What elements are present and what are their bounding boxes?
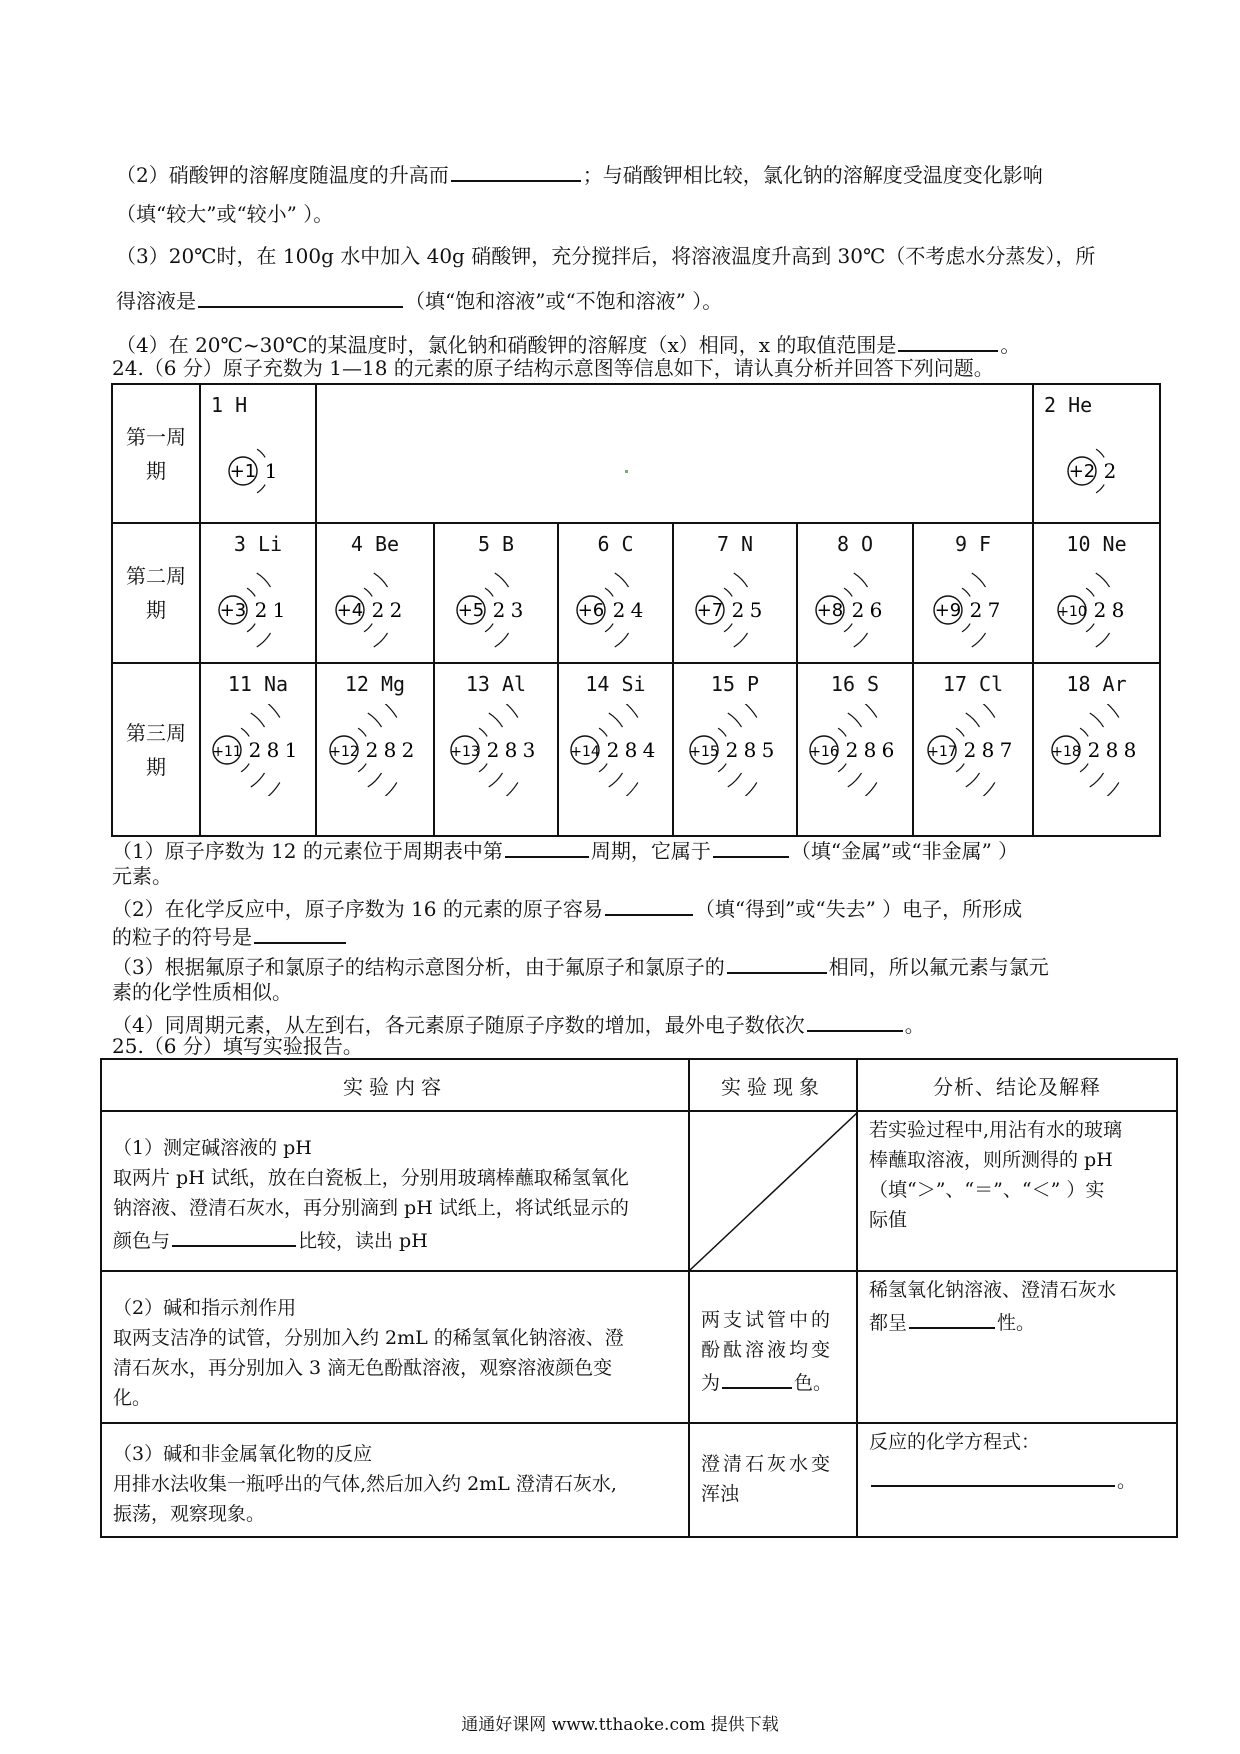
row3-title: （3）碱和非金属氧化物的反应 (113, 1443, 373, 1465)
electron-count: 8 (624, 738, 637, 762)
atom-structure-diagram (800, 704, 910, 796)
experiment-row-1 (101, 1111, 1177, 1271)
q24-sub3-text-a: （3）根据氟原子和氯原子的结构示意图分析，由于氟原子和氯原子的 (112, 955, 725, 979)
q24-sub1-line2: 元素。 (112, 864, 172, 888)
row1-analysis-c: （填“＞”、“＝”、“＜” ）实 (869, 1179, 1105, 1201)
electron-count: 8 (863, 738, 877, 762)
element-diagram (559, 664, 672, 796)
q23-part3-text-c: （填“饱和溶液”或“不饱和溶液” ）。 (405, 289, 723, 313)
row1-blank-compare[interactable] (172, 1223, 296, 1247)
q23-part2-text-a: （2）硝酸钾的溶解度随温度的升高而 (116, 163, 449, 187)
q24-sub1-blank-type[interactable] (713, 834, 789, 858)
header-content: 实验内容 (101, 1059, 689, 1111)
electron-count: 6 (869, 598, 883, 622)
electron-count: 8 (1111, 598, 1124, 622)
q24-sub3-blank[interactable] (727, 950, 827, 974)
element-diagram (201, 385, 315, 517)
element-symbol-label: 12 Mg (344, 672, 406, 696)
electron-count: 2 (612, 598, 625, 622)
electron-count: 2 (248, 738, 262, 762)
element-cell-13 (434, 663, 558, 836)
q23-part3-text-b: 得溶液是 (116, 289, 196, 313)
element-symbol-label: 9 F (954, 532, 992, 556)
experiment-row-3 (101, 1423, 1177, 1537)
element-symbol-label: 6 C (597, 532, 634, 556)
element-cell-12 (316, 663, 434, 836)
electron-count: 1 (272, 598, 286, 622)
row3-phen-a: 澄清石灰水变 (701, 1453, 834, 1475)
header-phenomenon: 实验现象 (689, 1059, 857, 1111)
electron-count: 8 (383, 738, 397, 762)
atom-structure-diagram (320, 564, 430, 656)
row2-text-c: 化。 (113, 1387, 152, 1409)
row1-analysis-d: 际值 (869, 1209, 908, 1231)
electron-count: 2 (389, 598, 403, 622)
nucleus-charge: +6 (577, 600, 604, 621)
q24-sub1-line1 (112, 834, 1018, 865)
row2-phenomenon (689, 1271, 857, 1423)
electron-count: 2 (1103, 459, 1116, 483)
row2-phen-c: 为 色。 (701, 1365, 845, 1398)
element-cell-14 (558, 663, 673, 836)
nucleus-charge: +3 (219, 600, 247, 621)
row2-analysis-a: 稀氢氧化钠溶液、澄清石灰水 (869, 1279, 1117, 1301)
row3-analysis-a: 反应的化学方程式： (869, 1431, 1041, 1453)
nucleus-charge: +8 (816, 600, 844, 621)
period-1-row (112, 384, 1160, 523)
electron-count: 2 (851, 598, 865, 622)
nucleus-charge: +14 (569, 744, 600, 760)
element-diagram (914, 664, 1032, 796)
atom-structure-diagram (680, 564, 790, 656)
electron-count: 8 (1123, 738, 1136, 762)
q23-part4-text-a: （4）在 20℃~30℃的某温度时，氯化钠和硝酸钾的溶解度（x）相同，x 的取值范围是 (116, 333, 897, 357)
q23-part2-blank[interactable] (451, 158, 581, 182)
row2-blank-color[interactable] (722, 1365, 792, 1389)
nucleus-charge: +7 (696, 600, 724, 621)
q23-part3-text-a: （3）20℃时，在 100g 水中加入 40g 硝酸钾，充分搅拌后，将溶液温度升高到 30℃（不考虑水分蒸发），所 (116, 244, 1096, 268)
electron-count: 3 (510, 598, 524, 622)
electron-count: 2 (845, 738, 859, 762)
atom-structure-diagram (1042, 425, 1152, 517)
atom-structure-diagram (800, 564, 910, 656)
row1-text-c: 颜色与 比较，读出 pH (113, 1223, 677, 1256)
row3-blank-equation[interactable] (871, 1463, 1115, 1487)
stray-mark (625, 470, 628, 473)
element-symbol-label: 13 Al (465, 672, 527, 696)
q24-sub2-blank-gain-lose[interactable] (605, 892, 693, 916)
row1-analysis (857, 1111, 1177, 1271)
element-diagram (559, 524, 672, 656)
experiment-report-table (100, 1058, 1178, 1538)
nucleus-charge: +4 (336, 600, 364, 621)
row3-content (101, 1423, 689, 1537)
row2-title: （2）碱和指示剂作用 (113, 1297, 297, 1319)
nucleus-charge: +5 (457, 600, 485, 621)
row1-phenomenon-crossed (689, 1111, 857, 1271)
electron-count: 8 (504, 738, 518, 762)
row2-phen-b: 酚酞溶液均变 (701, 1339, 834, 1361)
nucleus-charge: +16 (809, 744, 839, 760)
q23-part4-blank[interactable] (898, 328, 998, 352)
electron-count: 8 (1105, 738, 1118, 762)
element-symbol-label: 14 Si (585, 672, 646, 696)
element-symbol-label: 15 P (710, 672, 760, 696)
element-symbol-label: 18 Ar (1066, 672, 1127, 696)
electron-count: 4 (642, 738, 655, 762)
electron-count: 8 (266, 738, 280, 762)
q24-sub3-line1 (112, 950, 1049, 981)
element-diagram (1034, 524, 1159, 656)
element-diagram (1034, 664, 1159, 796)
element-cell-7 (673, 523, 797, 663)
row3-text-a: 用排水法收集一瓶呼出的气体,然后加入约 2mL 澄清石灰水, (113, 1473, 617, 1495)
q23-part2-line1 (116, 158, 1043, 189)
q24-sub1-text-a: （1）原子序数为 12 的元素位于周期表中第 (112, 839, 503, 863)
element-cell-2 (1033, 384, 1160, 523)
element-symbol-label: 10 Ne (1066, 532, 1127, 556)
electron-count: 8 (743, 738, 757, 762)
row3-analysis (857, 1423, 1177, 1537)
q24-sub2-text-a: （2）在化学反应中，原子序数为 16 的元素的原子容易 (112, 897, 603, 921)
experiment-header-row (101, 1059, 1177, 1111)
period-3-label: 第三周期 (112, 663, 200, 836)
row3-analysis-b: 。 (869, 1463, 1165, 1496)
element-cell-10 (1033, 523, 1160, 663)
electron-count: 2 (606, 738, 619, 762)
electron-count: 7 (999, 738, 1013, 762)
q24-sub1-text-b: 周期，它属于 (590, 839, 711, 863)
element-cell-3 (200, 523, 316, 663)
element-diagram (435, 664, 557, 796)
row2-text-b: 清石灰水，再分别加入 3 滴无色酚酞溶液，观察溶液颜色变 (113, 1357, 613, 1379)
q23-part3-line2 (116, 284, 722, 315)
period-1-label: 第一周期 (112, 384, 200, 523)
page-footer: 通通好课网 www.tthaoke.com 提供下载 (461, 1715, 779, 1735)
row1-text-b: 钠溶液、澄清石灰水，再分别滴到 pH 试纸上，将试纸显示的 (113, 1197, 629, 1219)
element-symbol-label: 1 H (211, 393, 248, 417)
row2-phen-a: 两支试管中的 (701, 1309, 834, 1331)
element-cell-4 (316, 523, 434, 663)
row1-analysis-a: 若实验过程中,用沾有水的玻璃 (869, 1119, 1123, 1141)
q24-sub2-line2 (112, 920, 348, 951)
electron-count: 2 (969, 598, 983, 622)
electron-count: 2 (401, 738, 415, 762)
experiment-row-2 (101, 1271, 1177, 1423)
q23-part2-text-c: （填“较大”或“较小” ）。 (116, 202, 334, 226)
nucleus-charge: +18 (1050, 744, 1081, 760)
nucleus-charge: +1 (229, 461, 257, 482)
nucleus-charge: +15 (689, 744, 719, 760)
element-cell-16 (797, 663, 913, 836)
nucleus-charge: +17 (927, 744, 957, 760)
element-diagram (201, 664, 315, 796)
electron-count: 2 (492, 598, 506, 622)
diagonal-line (690, 1112, 858, 1270)
row3-phenomenon (689, 1423, 857, 1537)
element-cell-9 (913, 523, 1033, 663)
element-cell-11 (200, 663, 316, 836)
q24-sub3-line2: 素的化学性质相似。 (112, 980, 292, 1004)
element-symbol-label: 5 B (477, 532, 515, 556)
element-symbol-label: 17 Cl (942, 672, 1004, 696)
element-cell-5 (434, 523, 558, 663)
q23-part4-text-b: 。 (1000, 333, 1021, 357)
electron-count: 5 (749, 598, 763, 622)
q24-sub4-text-a: （4）同周期元素，从左到右，各元素原子随原子序数的增加，最外电子数依次 (112, 1013, 805, 1037)
electron-count: 2 (486, 738, 500, 762)
element-symbol-label: 16 S (830, 672, 880, 696)
atomic-structure-table (111, 383, 1161, 837)
q25-heading: 25.（6 分）填写实验报告。 (112, 1034, 363, 1058)
electron-count: 1 (264, 459, 278, 483)
electron-count: 2 (1093, 598, 1106, 622)
element-symbol-label: 11 Na (227, 672, 289, 696)
electron-count: 3 (522, 738, 536, 762)
element-symbol-label: 8 O (836, 532, 874, 556)
electron-count: 8 (981, 738, 995, 762)
nucleus-charge: +12 (329, 744, 359, 760)
electron-count: 2 (963, 738, 977, 762)
row1-text-a: 取两片 pH 试纸，放在白瓷板上，分别用玻璃棒蘸取稀氢氧化 (113, 1167, 629, 1189)
q24-sub2-blank-symbol[interactable] (254, 920, 346, 944)
element-cell-6 (558, 523, 673, 663)
q24-heading: 24.（6 分）原子充数为 1—18 的元素的原子结构示意图等信息如下，请认真分析并回答下列问题。 (112, 356, 994, 380)
electron-count: 2 (365, 738, 379, 762)
atom-structure-diagram (203, 704, 313, 796)
q23-part3-blank[interactable] (198, 284, 403, 308)
q24-sub1-blank-period[interactable] (505, 834, 589, 858)
row2-text-a: 取两支洁净的试管，分别加入约 2mL 的稀氢氧化钠溶液、澄 (113, 1327, 624, 1349)
row2-blank-property[interactable] (909, 1305, 995, 1329)
atom-structure-diagram (441, 564, 551, 656)
nucleus-charge: +2 (1068, 461, 1095, 482)
row2-analysis-b: 都呈 性。 (869, 1305, 1165, 1338)
q24-sub1-text-c: （填“金属”或“非金属” ） (790, 839, 1019, 863)
atom-structure-diagram (203, 425, 313, 517)
element-symbol-label: 3 Li (233, 532, 283, 556)
element-symbol-label: 4 Be (350, 532, 400, 556)
element-diagram (317, 664, 433, 796)
atom-structure-diagram (203, 564, 313, 656)
electron-count: 2 (725, 738, 739, 762)
element-symbol-label: 2 He (1044, 393, 1093, 417)
q24-sub4-text-b: 。 (904, 1013, 925, 1037)
atom-structure-diagram (561, 704, 671, 796)
electron-count: 2 (731, 598, 745, 622)
atom-structure-diagram (918, 564, 1028, 656)
atom-structure-diagram (441, 704, 551, 796)
element-cell-8 (797, 523, 913, 663)
atom-structure-diagram (918, 704, 1028, 796)
empty-region (316, 384, 1033, 523)
electron-count: 5 (761, 738, 775, 762)
row2-analysis (857, 1271, 1177, 1423)
atom-structure-diagram (320, 704, 430, 796)
nucleus-charge: +13 (450, 744, 480, 760)
electron-count: 7 (987, 598, 1001, 622)
nucleus-charge: +10 (1056, 604, 1087, 620)
nucleus-charge: +11 (212, 744, 242, 760)
atom-structure-diagram (561, 564, 671, 656)
electron-count: 2 (1087, 738, 1100, 762)
atom-structure-diagram (1042, 564, 1152, 656)
row1-analysis-b: 棒蘸取溶液，则所测得的 pH (869, 1149, 1113, 1171)
element-cell-1 (200, 384, 316, 523)
electron-count: 4 (630, 598, 643, 622)
q24-sub2-text-c: 的粒子的符号是 (112, 925, 252, 949)
q24-sub2-line1 (112, 892, 1022, 923)
q24-sub3-text-b: 相同，所以氟元素与氯元 (828, 955, 1049, 979)
nucleus-charge: +9 (934, 600, 962, 621)
element-cell-15 (673, 663, 797, 836)
electron-count: 1 (284, 738, 298, 762)
q23-part2-line2 (116, 200, 333, 228)
element-diagram (674, 664, 796, 796)
atom-structure-diagram (680, 704, 790, 796)
element-diagram (674, 524, 796, 656)
q23-part3-line1 (116, 242, 1095, 270)
period-3-row (112, 663, 1160, 836)
q23-part2-text-b: ；与硝酸钾相比较，氯化钠的溶解度受温度变化影响 (582, 163, 1043, 187)
electron-count: 6 (881, 738, 895, 762)
row1-title: （1）测定碱溶液的 pH (113, 1137, 312, 1159)
q24-sub4-blank[interactable] (807, 1008, 903, 1032)
electron-count: 2 (371, 598, 385, 622)
element-diagram (914, 524, 1032, 656)
element-diagram (1034, 385, 1159, 517)
period-2-label: 第二周期 (112, 523, 200, 663)
row2-content (101, 1271, 689, 1423)
header-analysis: 分析、结论及解释 (857, 1059, 1177, 1111)
period-2-row (112, 523, 1160, 663)
row3-phen-b: 浑浊 (701, 1483, 740, 1505)
element-diagram (201, 524, 315, 656)
element-diagram (798, 524, 912, 656)
q24-sub2-text-b: （填“得到”或“失去” ）电子，所形成 (694, 897, 1023, 921)
row1-content (101, 1111, 689, 1271)
element-diagram (798, 664, 912, 796)
row3-text-b: 振荡，观察现象。 (113, 1503, 266, 1525)
atom-structure-diagram (1042, 704, 1152, 796)
element-diagram (317, 524, 433, 656)
element-cell-17 (913, 663, 1033, 836)
element-diagram (435, 524, 557, 656)
element-cell-18 (1033, 663, 1160, 836)
electron-count: 2 (254, 598, 268, 622)
element-symbol-label: 7 N (716, 532, 754, 556)
